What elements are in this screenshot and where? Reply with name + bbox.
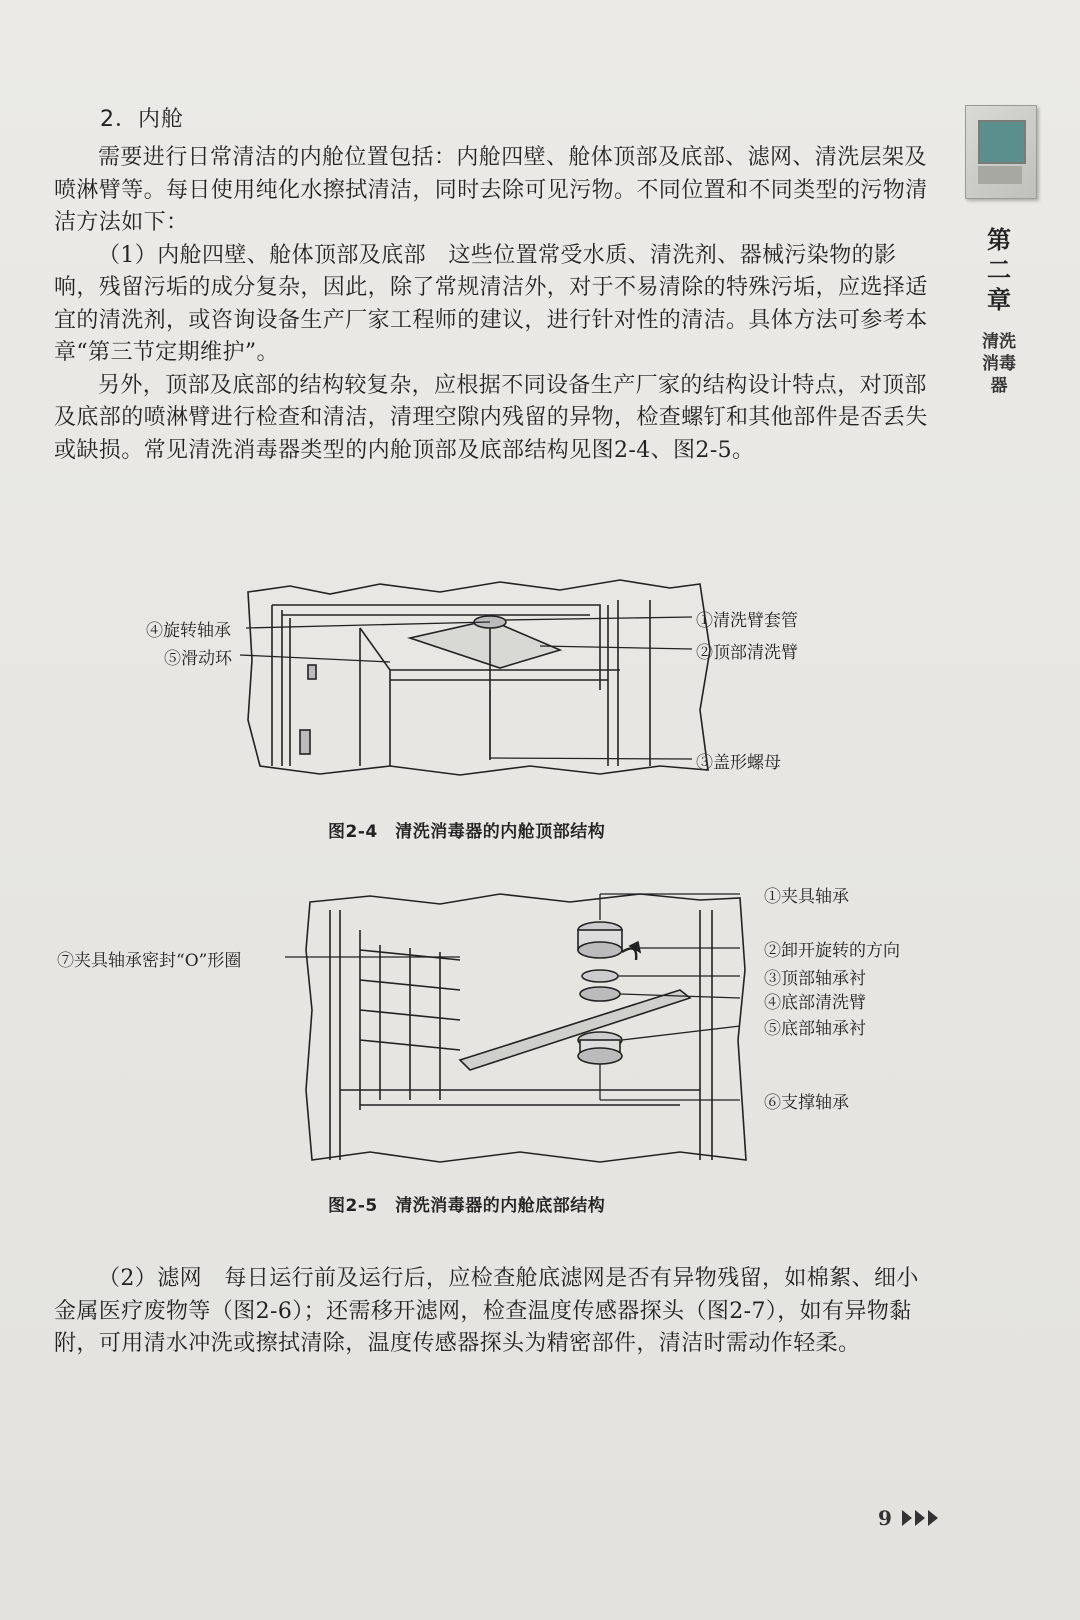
paragraph-3: 另外，顶部及底部的结构较复杂，应根据不同设备生产厂家的结构设计特点，对顶部及底部的喷淋臂进行检查和清洁，清理空隙内残留的异物，检查螺钉和其他部件是否丢失或缺损。常见清洗消毒器类型的内舱顶部及底部结构见图2-4、图2-5。 (54, 372, 928, 463)
chapter-side-tab (960, 105, 1040, 397)
fig2-label-bottom-bushing: ⑤底部轴承衬 (764, 1019, 866, 1039)
fig1-label-top-arm: ②顶部清洗臂 (696, 643, 798, 663)
fig1-label-cap-nut: ③盖形螺母 (696, 753, 781, 773)
figure-2-5 (40, 887, 960, 1180)
fig2-label-fixture-bearing: ①夹具轴承 (764, 887, 849, 907)
fig2-label-o-ring: ⑦夹具轴承密封“O”形圈 (57, 951, 242, 971)
fig2-label-bottom-arm: ④底部清洗臂 (764, 993, 866, 1013)
figure-2-4-drawing (60, 570, 960, 800)
fig1-label-sliding-ring: ⑤滑动环 (164, 649, 232, 669)
fig2-label-support-bearing: ⑥支撑轴承 (764, 1093, 849, 1113)
chapter-label: 第二章 (987, 226, 1011, 314)
washer-disinfector-thumbnail (965, 105, 1037, 199)
fig1-label-arm-sleeve: ①清洗臂套管 (696, 611, 798, 631)
body-text-bottom (54, 1263, 934, 1361)
section-title: 2．内舱 (100, 107, 184, 132)
paragraph-1: 需要进行日常清洁的内舱位置包括：内舱四壁、舱体顶部及底部、滤网、清洗层架及喷淋臂等。每日使用纯化水擦拭清洁，同时去除可见污物。不同位置和不同类型的污物清洁方法如下： (54, 145, 928, 235)
paragraph-2: （1）内舱四壁、舱体顶部及底部 这些位置常受水质、清洗剂、器械污染物的影响，残留污垢的成分复杂，因此，除了常规清洁外，对于不易清除的特殊污垢，应选择适宜的清洗剂，或咨询设备生产厂家工程师的建议，进行针对性的清洁。具体方法可参考本章“第三节定期维护”。 (54, 242, 928, 365)
page-arrows-icon (900, 1507, 944, 1529)
fig1-label-rotating-bearing: ④旋转轴承 (146, 621, 231, 641)
figure-2-5-caption: 图2-5 清洗消毒器的内舱底部结构 (328, 1196, 606, 1216)
paragraph-4: （2）滤网 每日运行前及运行后，应检查舱底滤网是否有异物残留，如棉絮、细小金属医疗废物等（图2-6）；还需移开滤网，检查温度传感器探头（图2-7），如有异物黏附，可用清水冲洗或擦拭清除，温度传感器探头为精密部件，清洁时需动作轻柔。 (54, 1266, 919, 1356)
fig2-label-top-bushing: ③顶部轴承衬 (764, 969, 866, 989)
chapter-subtitle: 清洗消毒器 (982, 332, 1016, 396)
figure-2-4 (60, 570, 960, 800)
page-number: 9 (878, 1506, 892, 1530)
fig2-label-unscrew-direction: ②卸开旋转的方向 (764, 941, 900, 961)
body-text-top (54, 142, 934, 467)
figure-2-4-caption: 图2-4 清洗消毒器的内舱顶部结构 (328, 822, 606, 842)
